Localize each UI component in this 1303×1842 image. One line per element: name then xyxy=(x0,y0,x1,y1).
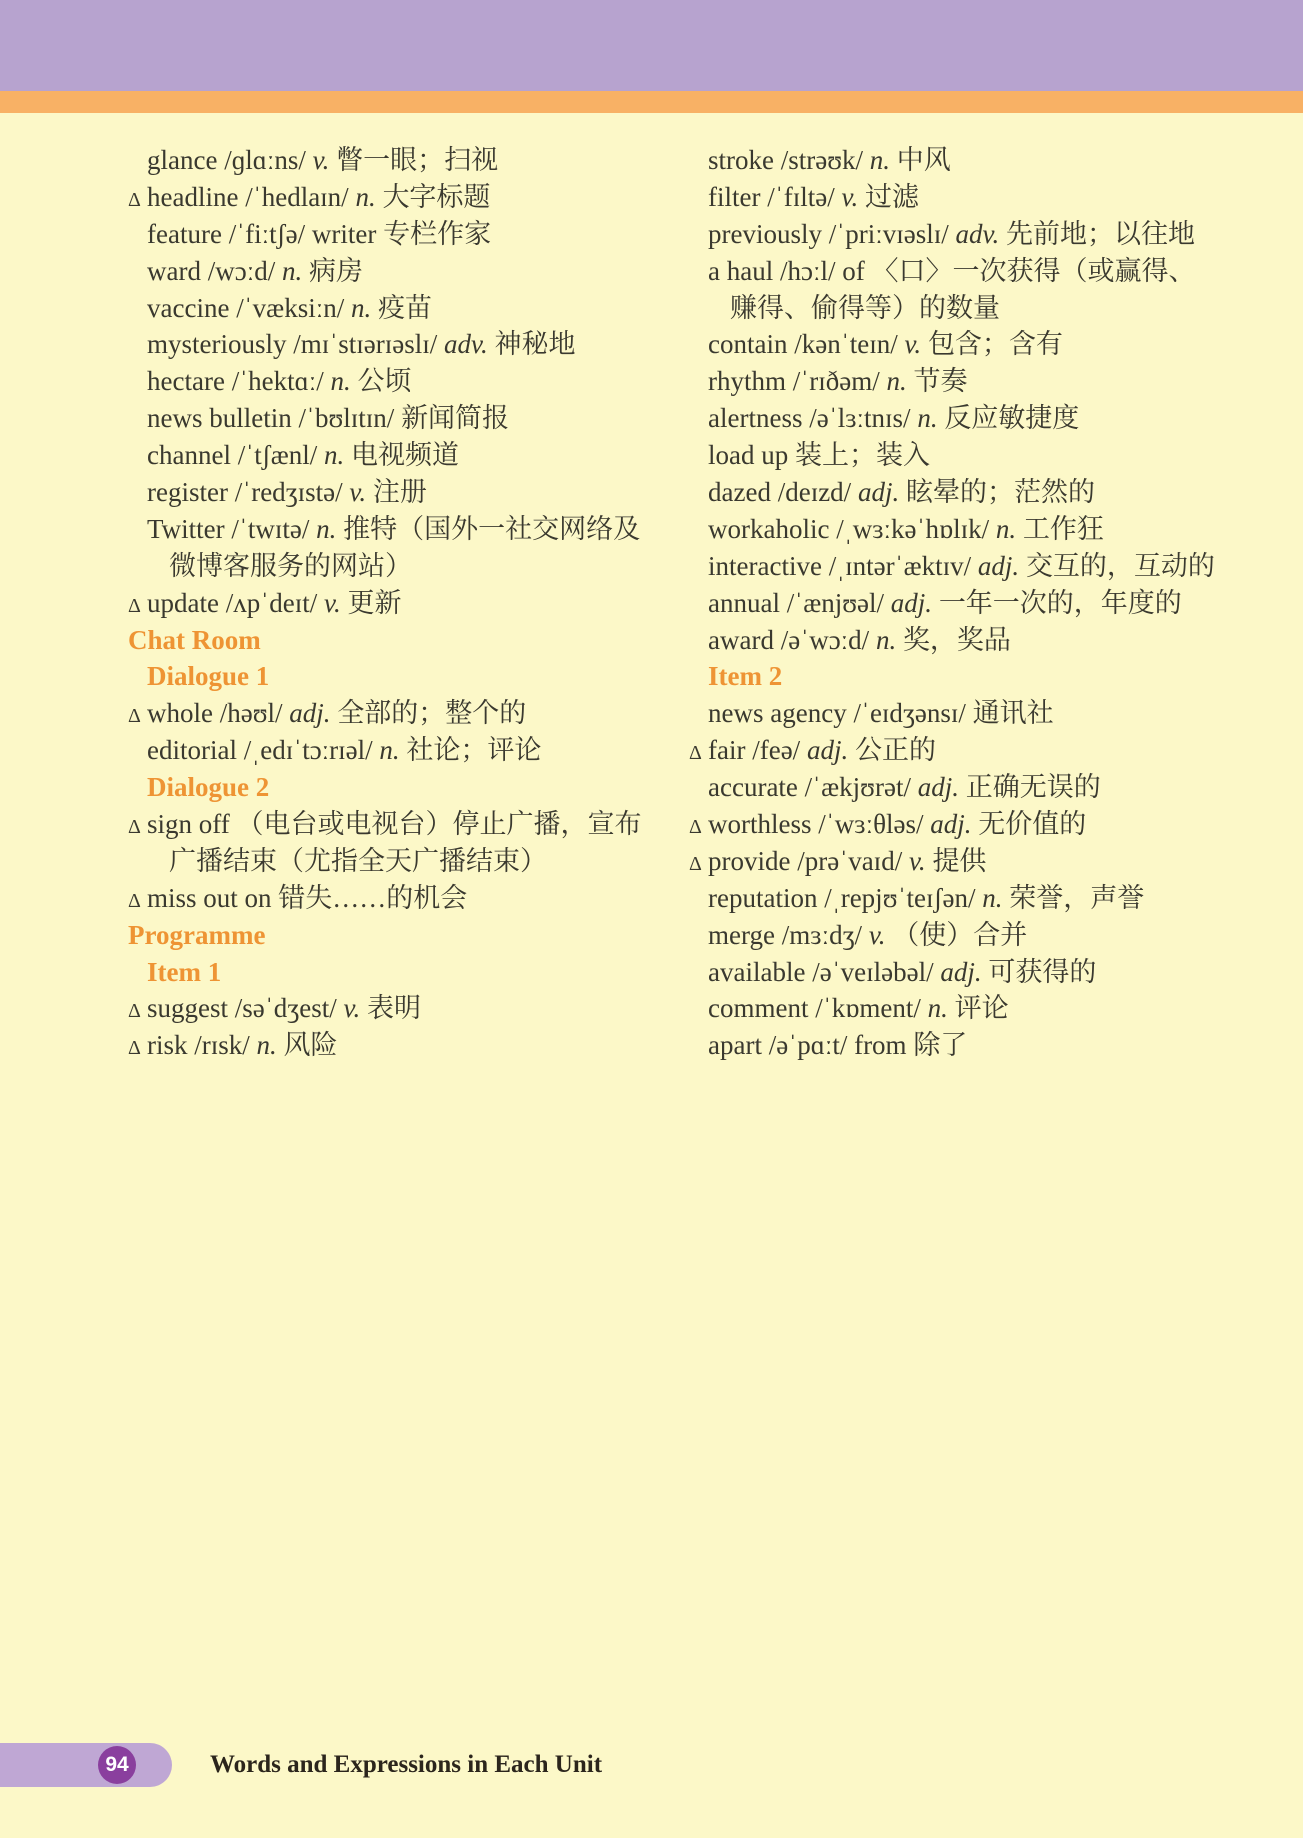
entry-pos: adj. xyxy=(851,477,900,508)
vocab-entry xyxy=(128,437,673,474)
entry-word: fair xyxy=(708,735,746,766)
entry-word: hectare xyxy=(147,366,225,397)
entry-phonetic: /əˈpɑːt/ xyxy=(761,1030,848,1061)
vocab-entry xyxy=(128,253,673,290)
entry-definition: 病房 xyxy=(302,255,363,286)
page-number-badge xyxy=(98,1746,136,1784)
vocab-entry xyxy=(689,769,1279,806)
entry-pos: v. xyxy=(834,181,859,212)
vocab-entry xyxy=(689,548,1279,585)
delta-marker: Δ xyxy=(128,188,141,211)
entry-definition: （电台或电视台）停止广播，宣布 xyxy=(229,809,642,840)
entry-word: comment xyxy=(708,993,809,1024)
entry-definition: 反应敏捷度 xyxy=(937,403,1080,434)
entry-phonetic: /ʌpˈdeɪt/ xyxy=(218,587,318,618)
entry-word: Twitter xyxy=(147,513,225,544)
entry-word: news bulletin xyxy=(147,403,292,434)
entry-definition: 注册 xyxy=(366,477,427,508)
vocab-entry xyxy=(128,880,673,917)
entry-definition: 正确无误的 xyxy=(959,772,1101,803)
entry-definition: 奖，奖品 xyxy=(896,624,1011,655)
entry-definition: 错失……的机会 xyxy=(271,882,468,913)
delta-marker: Δ xyxy=(128,816,141,839)
delta-marker: Δ xyxy=(128,594,141,617)
vocab-entry xyxy=(128,142,673,179)
entry-phonetic: /ˈhektɑː/ xyxy=(224,366,324,397)
vocab-entry xyxy=(128,695,673,732)
entry-phonetic: /ˈhedlaɪn/ xyxy=(238,181,349,212)
entry-definition: 推特（国外一社交网络及 xyxy=(336,513,641,544)
vocab-entry xyxy=(128,400,673,437)
entry-word: award xyxy=(708,624,774,655)
section-heading: Dialogue 1 xyxy=(147,661,270,692)
entry-phonetic: /kənˈteɪn/ xyxy=(787,329,898,360)
entry-phonetic: /ˈbʊlɪtɪn/ xyxy=(291,403,395,434)
entry-word: worthless xyxy=(708,809,812,840)
section-heading: Chat Room xyxy=(128,624,261,655)
entry-phonetic: /ˌedɪˈtɔːrɪəl/ xyxy=(236,735,373,766)
page-number-pill xyxy=(0,1743,172,1787)
entry-definition: 社论；评论 xyxy=(399,735,542,766)
entry-phonetic: /səˈdʒest/ xyxy=(228,993,337,1024)
entry-phonetic: /ˈpriːvɪəslɪ/ xyxy=(822,218,949,249)
entry-pos: n. xyxy=(975,882,1003,913)
entry-pos: n. xyxy=(344,292,372,323)
entry-collocate: from xyxy=(847,1030,907,1061)
entry-word: filter xyxy=(708,181,761,212)
entry-pos: adj. xyxy=(910,772,959,803)
entry-definition: 赚得、偷得等）的数量 xyxy=(730,292,1000,323)
entry-phonetic: /rɪsk/ xyxy=(187,1030,250,1061)
entry-word: whole xyxy=(147,698,213,729)
entry-word: rhythm xyxy=(708,366,786,397)
entry-word: available xyxy=(708,956,806,987)
vocab-entry xyxy=(128,363,673,400)
orange-accent-stripe xyxy=(0,91,1303,113)
entry-phonetic: /ˈfiːtʃə/ xyxy=(221,218,306,249)
delta-marker: Δ xyxy=(128,1000,141,1023)
entry-word: update xyxy=(147,587,219,618)
entry-pos: n. xyxy=(869,624,897,655)
section-heading: Programme xyxy=(128,919,266,950)
entry-collocate: writer xyxy=(305,218,377,249)
entry-definition: 评论 xyxy=(947,993,1009,1024)
entry-phonetic: /strəʊk/ xyxy=(773,145,864,175)
entry-word: workaholic xyxy=(708,513,830,544)
entry-phonetic: /ɡlɑːns/ xyxy=(217,145,306,175)
vocab-entry-continuation xyxy=(128,548,673,585)
entry-phonetic: /mɪˈstɪərɪəslɪ/ xyxy=(286,329,438,360)
entry-word: register xyxy=(147,477,228,508)
entry-definition: 瞥一眼；扫视 xyxy=(329,145,499,175)
entry-word: annual xyxy=(708,587,780,618)
entry-phonetic: /ˌɪntərˈæktɪv/ xyxy=(821,550,972,581)
section-heading: Item 2 xyxy=(708,661,783,692)
entry-phonetic: /ˈvæksiːn/ xyxy=(229,292,345,323)
entry-definition: 疫苗 xyxy=(371,292,432,323)
entry-definition: 公顷 xyxy=(350,366,412,397)
vocab-column-left xyxy=(128,142,673,1064)
entry-definition: 除了 xyxy=(906,1030,968,1061)
entry-definition: 通讯社 xyxy=(965,698,1054,729)
entry-pos: adj. xyxy=(933,956,982,987)
entry-word: previously xyxy=(708,218,822,249)
entry-word: stroke xyxy=(708,145,774,175)
entry-pos: v. xyxy=(342,477,367,508)
entry-pos: adj. xyxy=(923,809,972,840)
delta-marker: Δ xyxy=(689,742,702,765)
vocab-entry xyxy=(689,363,1279,400)
vocab-entry xyxy=(128,585,673,622)
footer-title: Words and Expressions in Each Unit xyxy=(210,1751,603,1778)
entry-definition: 大字标题 xyxy=(375,181,491,212)
entry-word: vaccine xyxy=(147,292,230,323)
delta-marker: Δ xyxy=(689,852,702,875)
vocab-entry xyxy=(128,326,673,363)
entry-word: provide xyxy=(708,845,791,876)
entry-definition: 包含；含有 xyxy=(921,329,1063,360)
entry-pos: v. xyxy=(897,329,922,360)
entry-word: feature xyxy=(147,218,222,249)
vocab-entry xyxy=(128,179,673,216)
vocab-entry xyxy=(689,806,1279,843)
entry-definition: 眩晕的；茫然的 xyxy=(899,477,1095,508)
vocab-entry xyxy=(128,1027,673,1064)
vocab-entry xyxy=(689,1027,1279,1064)
entry-pos: adj. xyxy=(800,735,849,766)
entry-definition: 专栏作家 xyxy=(376,218,492,249)
vocab-entry xyxy=(689,880,1279,917)
entry-word: apart xyxy=(708,1030,762,1061)
section-heading: Item 1 xyxy=(147,956,222,987)
entry-phonetic: /ˈkɒment/ xyxy=(808,993,921,1024)
entry-definition: 节奏 xyxy=(906,366,968,397)
entry-definition: 全部的；整个的 xyxy=(330,698,527,729)
entry-word: miss out on xyxy=(147,882,272,913)
vocab-entry xyxy=(689,511,1279,548)
entry-definition: 过滤 xyxy=(858,181,919,212)
entry-collocate: of xyxy=(835,255,865,286)
entry-definition: 荣誉，声誉 xyxy=(1002,882,1145,913)
entry-word: risk xyxy=(147,1030,188,1061)
entry-definition: 风险 xyxy=(276,1030,338,1061)
vocab-entry xyxy=(689,954,1279,991)
entry-pos: adj. xyxy=(884,587,933,618)
entry-pos: v. xyxy=(305,145,330,175)
entry-definition: 公正的 xyxy=(848,735,936,766)
entry-word: interactive xyxy=(708,550,822,581)
top-purple-band xyxy=(0,0,1303,91)
delta-marker: Δ xyxy=(128,705,141,728)
entry-definition: 广播结束（尤指全天广播结束） xyxy=(169,845,547,876)
entry-phonetic: /əˈlɜːtnɪs/ xyxy=(802,403,911,434)
entry-definition: 一年一次的，年度的 xyxy=(932,587,1182,618)
entry-definition: 微博客服务的网站） xyxy=(169,550,412,581)
vocab-entry xyxy=(689,437,1279,474)
entry-phonetic: /ˌwɜːkəˈhɒlɪk/ xyxy=(829,513,990,544)
entry-definition: 无价值的 xyxy=(971,809,1087,840)
entry-phonetic: /ˈfɪltə/ xyxy=(760,181,835,212)
entry-definition: 新闻简报 xyxy=(394,403,510,434)
entry-pos: v. xyxy=(862,919,886,950)
delta-marker: Δ xyxy=(128,1037,141,1060)
entry-phonetic: /ˈeɪdʒənsɪ/ xyxy=(846,698,966,729)
entry-definition: 先前地；以往地 xyxy=(999,218,1195,249)
entry-phonetic: /hɔːl/ xyxy=(773,255,836,286)
vocab-entry xyxy=(128,216,673,253)
entry-word: headline xyxy=(147,181,239,212)
entry-definition: （使）合并 xyxy=(885,919,1028,950)
entry-definition: 〈口〉一次获得（或赢得、 xyxy=(864,255,1196,286)
entry-phonetic: /əˈwɔːd/ xyxy=(773,624,870,655)
entry-word: ward xyxy=(147,255,201,286)
vocab-entry xyxy=(689,843,1279,880)
vocab-entry xyxy=(128,474,673,511)
entry-definition: 表明 xyxy=(360,993,421,1024)
entry-word: alertness xyxy=(708,403,803,434)
page-number: 94 xyxy=(105,1753,129,1776)
entry-pos: v. xyxy=(902,845,926,876)
entry-phonetic: /deɪzd/ xyxy=(770,477,852,508)
entry-phonetic: /ˈredʒɪstə/ xyxy=(227,477,343,508)
entry-phonetic: /ˈænjʊəl/ xyxy=(779,587,885,618)
vocab-entry-continuation xyxy=(128,843,673,880)
entry-phonetic: /feə/ xyxy=(745,735,801,766)
vocab-entry xyxy=(128,511,673,548)
entry-word: channel xyxy=(147,440,231,471)
entry-phonetic: /prəˈvaɪd/ xyxy=(790,845,903,876)
entry-word: contain xyxy=(708,329,788,360)
entry-phonetic: /ˌrepjʊˈteɪʃən/ xyxy=(817,882,976,913)
entry-definition: 中风 xyxy=(890,145,951,175)
vocab-entry xyxy=(689,695,1279,732)
delta-marker: Δ xyxy=(689,816,702,839)
entry-pos: n. xyxy=(317,440,345,471)
entry-word: dazed xyxy=(708,477,771,508)
entry-pos: adv. xyxy=(948,218,1000,249)
vocab-entry xyxy=(689,585,1279,622)
vocab-entry xyxy=(689,216,1279,253)
entry-word: suggest xyxy=(147,993,228,1024)
entry-word: glance xyxy=(147,145,218,175)
entry-definition: 神秘地 xyxy=(487,329,576,360)
entry-word: a haul xyxy=(708,255,774,286)
entry-phonetic: /ˈtʃænl/ xyxy=(230,440,318,471)
delta-marker: Δ xyxy=(128,889,141,912)
vocab-entry-continuation xyxy=(689,290,1279,327)
entry-pos: adj. xyxy=(282,698,331,729)
entry-phonetic: /ˈtwɪtə/ xyxy=(224,513,310,544)
entry-pos: n. xyxy=(910,403,938,434)
vocab-entry xyxy=(689,990,1279,1027)
vocab-entry xyxy=(689,622,1279,659)
entry-definition: 装上；装入 xyxy=(788,440,930,471)
entry-pos: adj. xyxy=(971,550,1020,581)
entry-pos: v. xyxy=(336,993,361,1024)
vocab-entry xyxy=(689,179,1279,216)
entry-pos: n. xyxy=(863,145,891,175)
entry-pos: n. xyxy=(348,181,376,212)
vocab-entry xyxy=(689,917,1279,954)
section-heading: Dialogue 2 xyxy=(147,772,270,803)
vocab-entry xyxy=(689,474,1279,511)
entry-word: sign off xyxy=(147,809,230,840)
entry-phonetic: /ˈwɜːθləs/ xyxy=(811,809,924,840)
vocab-entry xyxy=(128,290,673,327)
entry-pos: v. xyxy=(317,587,341,618)
entry-definition: 可获得的 xyxy=(981,956,1097,987)
entry-pos: n. xyxy=(989,513,1017,544)
entry-phonetic: /həʊl/ xyxy=(212,698,283,729)
entry-phonetic: /ˈækjʊrət/ xyxy=(797,772,911,803)
entry-pos: n. xyxy=(372,735,400,766)
entry-phonetic: /əˈveɪləbəl/ xyxy=(805,956,934,987)
vocab-entry xyxy=(689,142,1279,179)
entry-definition: 交互的，互动的 xyxy=(1019,550,1215,581)
entry-phonetic: /mɜːdʒ/ xyxy=(774,919,863,950)
vocab-entry xyxy=(689,400,1279,437)
entry-word: load up xyxy=(708,440,789,471)
entry-pos: adv. xyxy=(437,329,488,360)
entry-word: accurate xyxy=(708,772,798,803)
entry-pos: n. xyxy=(920,993,948,1024)
vocab-entry xyxy=(128,806,673,843)
vocab-entry xyxy=(689,732,1279,769)
vocab-column-right xyxy=(689,142,1279,1064)
entry-definition: 工作狂 xyxy=(1016,513,1104,544)
vocab-entry xyxy=(128,732,673,769)
entry-word: mysteriously xyxy=(147,329,287,360)
entry-phonetic: /ˈrɪðəm/ xyxy=(786,366,880,397)
entry-word: reputation xyxy=(708,882,818,913)
entry-pos: n. xyxy=(323,366,351,397)
entry-word: editorial xyxy=(147,735,237,766)
entry-definition: 更新 xyxy=(340,587,402,618)
vocab-entry xyxy=(689,326,1279,363)
entry-pos: n. xyxy=(879,366,907,397)
entry-word: news agency xyxy=(708,698,847,729)
entry-word: merge xyxy=(708,919,775,950)
entry-pos: n. xyxy=(309,513,337,544)
vocab-entry xyxy=(128,990,673,1027)
vocab-entry xyxy=(689,253,1279,290)
entry-definition: 电视频道 xyxy=(344,440,459,471)
entry-definition: 提供 xyxy=(925,845,987,876)
entry-phonetic: /wɔːd/ xyxy=(200,255,276,286)
entry-pos: n. xyxy=(249,1030,277,1061)
entry-pos: n. xyxy=(275,255,303,286)
